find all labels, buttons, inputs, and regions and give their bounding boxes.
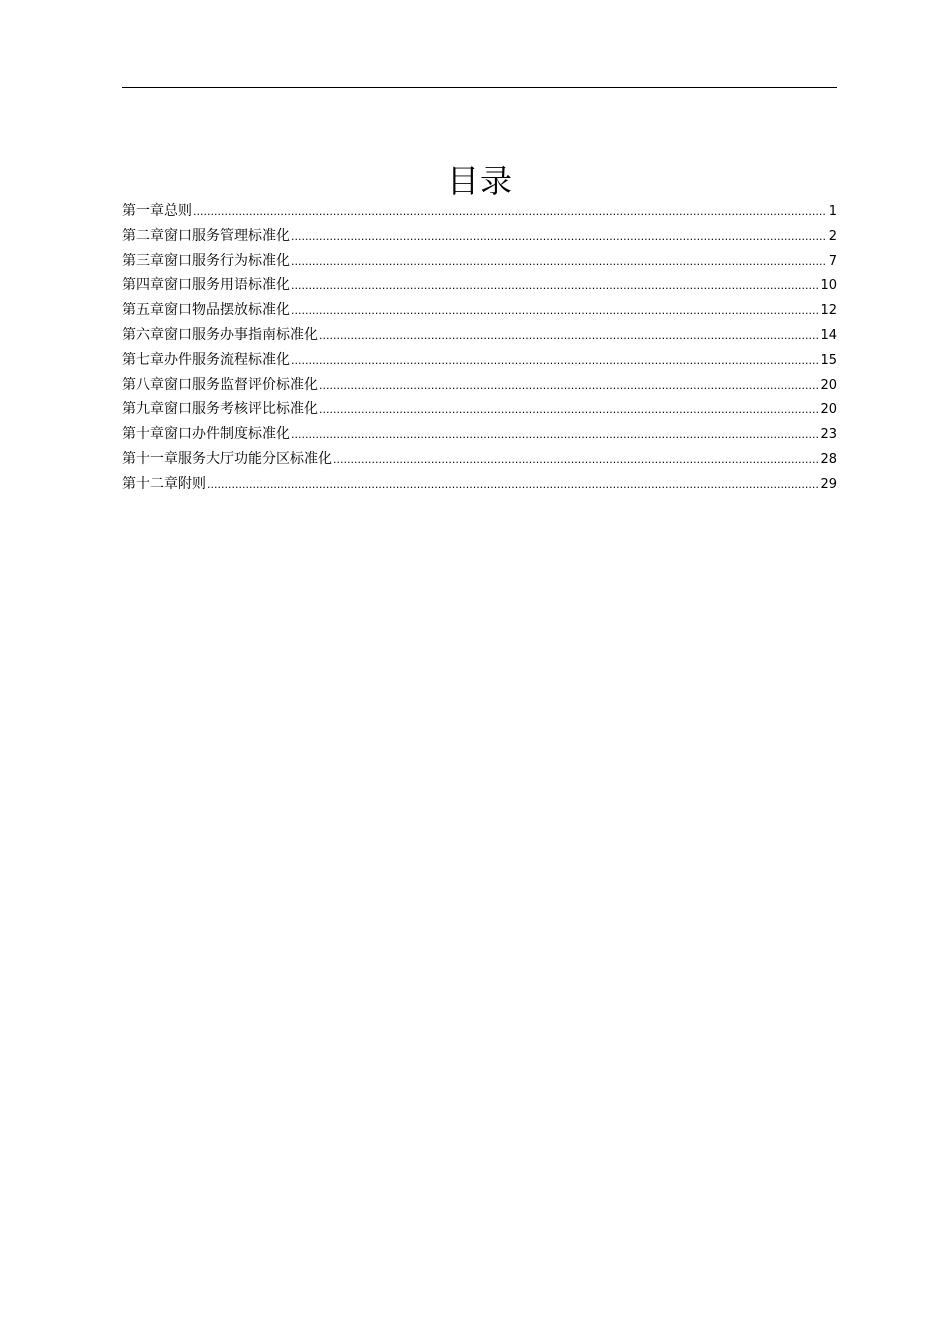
- toc-dot-leader: [207, 474, 818, 494]
- toc-entry-label: 第四章窗口服务用语标准化: [122, 277, 290, 294]
- toc-entry[interactable]: [122, 375, 837, 400]
- toc-dot-leader: [291, 300, 818, 320]
- toc-entry[interactable]: [122, 325, 837, 350]
- header-rule: [122, 87, 837, 88]
- toc-entry[interactable]: [122, 201, 837, 226]
- toc-entry[interactable]: [122, 300, 837, 325]
- toc-entry[interactable]: [122, 424, 837, 449]
- toc-dot-leader: [291, 275, 818, 295]
- toc-entry-page: 10: [820, 278, 837, 294]
- toc-entry[interactable]: [122, 449, 837, 474]
- toc-dot-leader: [291, 350, 818, 370]
- toc-entry-page: 12: [820, 303, 837, 319]
- toc-entry-page: 28: [820, 451, 837, 467]
- toc-entry[interactable]: [122, 399, 837, 424]
- toc-entry-label: 第三章窗口服务行为标准化: [122, 252, 290, 269]
- toc-entry[interactable]: [122, 275, 837, 300]
- toc-title: 目录: [446, 162, 513, 201]
- toc-entry-page: 29: [820, 476, 837, 492]
- toc-entry-label: 第二章窗口服务管理标准化: [122, 227, 290, 244]
- toc-entry-page: 7: [828, 253, 837, 269]
- toc-entry-label: 第六章窗口服务办事指南标准化: [122, 326, 318, 343]
- toc-entry[interactable]: [122, 251, 837, 276]
- table-of-contents: [122, 201, 837, 499]
- toc-dot-leader: [319, 325, 818, 345]
- toc-dot-leader: [291, 226, 827, 246]
- toc-entry-label: 第七章办件服务流程标准化: [122, 351, 290, 368]
- toc-entry-label: 第十章窗口办件制度标准化: [122, 426, 290, 443]
- toc-entry-page: 23: [820, 427, 837, 443]
- toc-dot-leader: [333, 449, 818, 469]
- toc-dot-leader: [291, 251, 827, 271]
- toc-entry-page: 20: [820, 402, 837, 418]
- toc-entry-page: 20: [820, 377, 837, 393]
- toc-dot-leader: [291, 424, 818, 444]
- toc-entry-label: 第十一章服务大厅功能分区标准化: [122, 450, 332, 467]
- toc-dot-leader: [319, 375, 818, 395]
- toc-dot-leader: [319, 399, 818, 419]
- toc-entry-page: 1: [828, 204, 837, 219]
- toc-entry[interactable]: [122, 226, 837, 251]
- toc-entry-page: 2: [828, 228, 837, 244]
- toc-entry-label: 第十二章附则: [122, 475, 206, 492]
- toc-entry[interactable]: [122, 474, 837, 499]
- toc-entry-label: 第八章窗口服务监督评价标准化: [122, 376, 318, 393]
- toc-entry-page: 15: [820, 352, 837, 368]
- toc-entry-label: 第一章总则: [122, 203, 192, 219]
- toc-entry-label: 第九章窗口服务考核评比标准化: [122, 401, 318, 418]
- toc-dot-leader: [193, 201, 827, 221]
- toc-entry[interactable]: [122, 350, 837, 375]
- toc-entry-label: 第五章窗口物品摆放标准化: [122, 302, 290, 319]
- toc-entry-page: 14: [820, 327, 837, 343]
